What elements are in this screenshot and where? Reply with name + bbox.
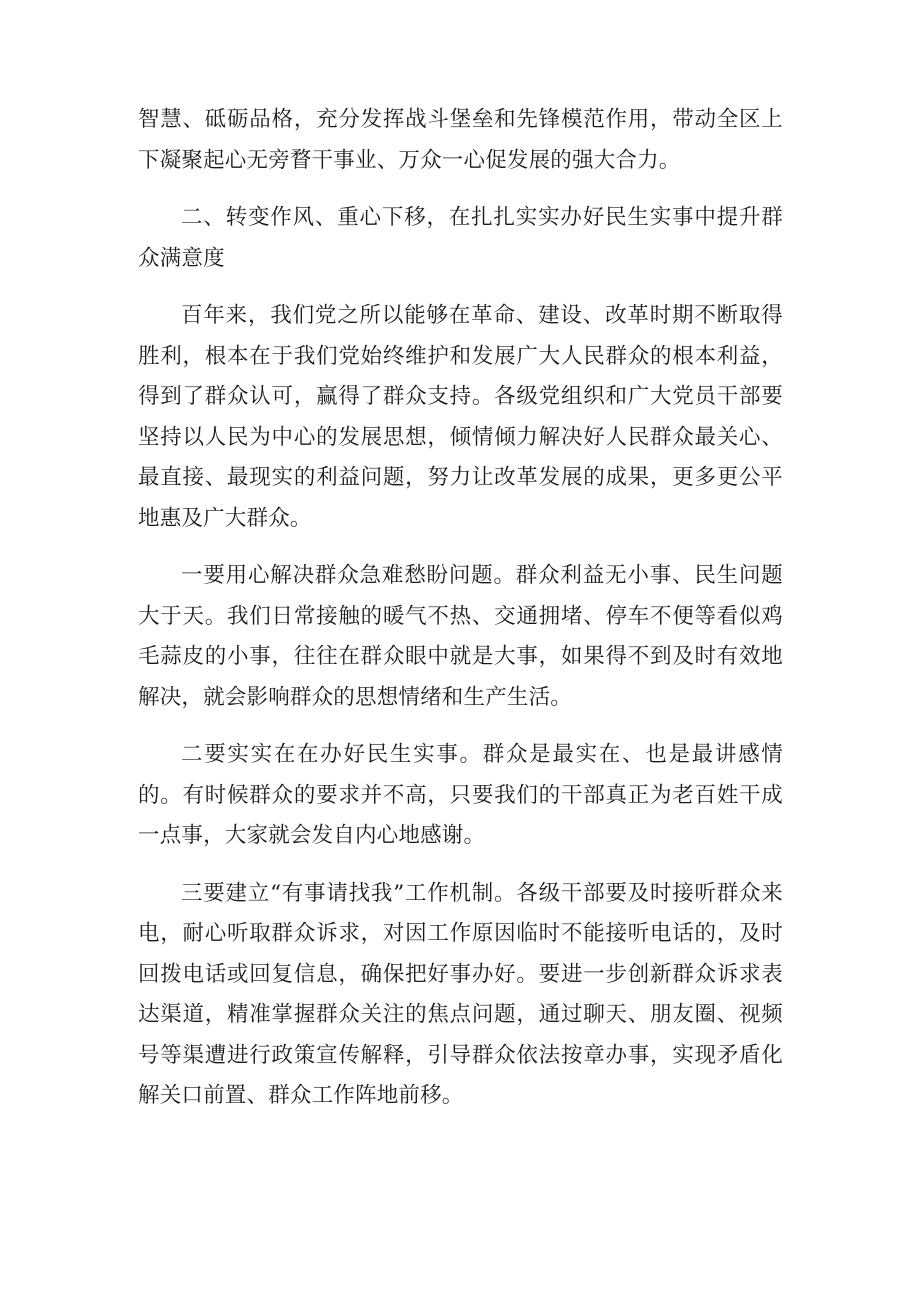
paragraph-point-two: 二要实实在在办好民生实事。群众是最实在、也是最讲感情的。有时候群众的要求并不高，只要我们的干部真正为老百姓干成一点事，大家就会发自内心地感谢。 (138, 742, 783, 848)
section-heading: 二、转变作风、重心下移，在扎扎实实办好民生实事中提升群众满意度 (138, 205, 783, 271)
paragraph-continuation: 智慧、砥砺品格，充分发挥战斗堡垒和先锋模范作用，带动全区上下凝聚起心无旁瞀干事业、万众一心促发展的强大合力。 (138, 107, 783, 173)
document-page (138, 100, 783, 1117)
paragraph-intro: 百年来，我们党之所以能够在革命、建设、改革时期不断取得胜利，根本在于我们党始终维护和发展广大人民群众的根本利益，得到了群众认可，赢得了群众支持。各级党组织和广大党员干部要坚持以人民为中心的发展思想，倾情倾力解决好人民群众最关心、最直接、最现实的利益问题，努力让改革发展的成果，更多更公平地惠及广大群众。 (138, 303, 783, 531)
paragraph-point-one: 一要用心解决群众急难愁盼问题。群众利益无小事、民生问题大于天。我们日常接触的暖气不热、交通拥堵、停车不便等看似鸡毛蒜皮的小事，往往在群众眼中就是大事，如果得不到及时有效地解决，就会影响群众的思想情绪和生产生活。 (138, 563, 783, 710)
paragraph-point-three: 三要建立“有事请找我”工作机制。各级干部要及时接听群众来电，耐心听取群众诉求，对因工作原因临时不能接听电话的，及时回拨电话或回复信息，确保把好事办好。要进一步创新群众诉求表达渠道，精准掌握群众关注的焦点问题，通过聊天、朋友圈、视频号等渠遭进行政策宣传解释，引导群众依法按章办事，实现矛盾化解关口前置、群众工作阵地前移。 (138, 880, 783, 1108)
